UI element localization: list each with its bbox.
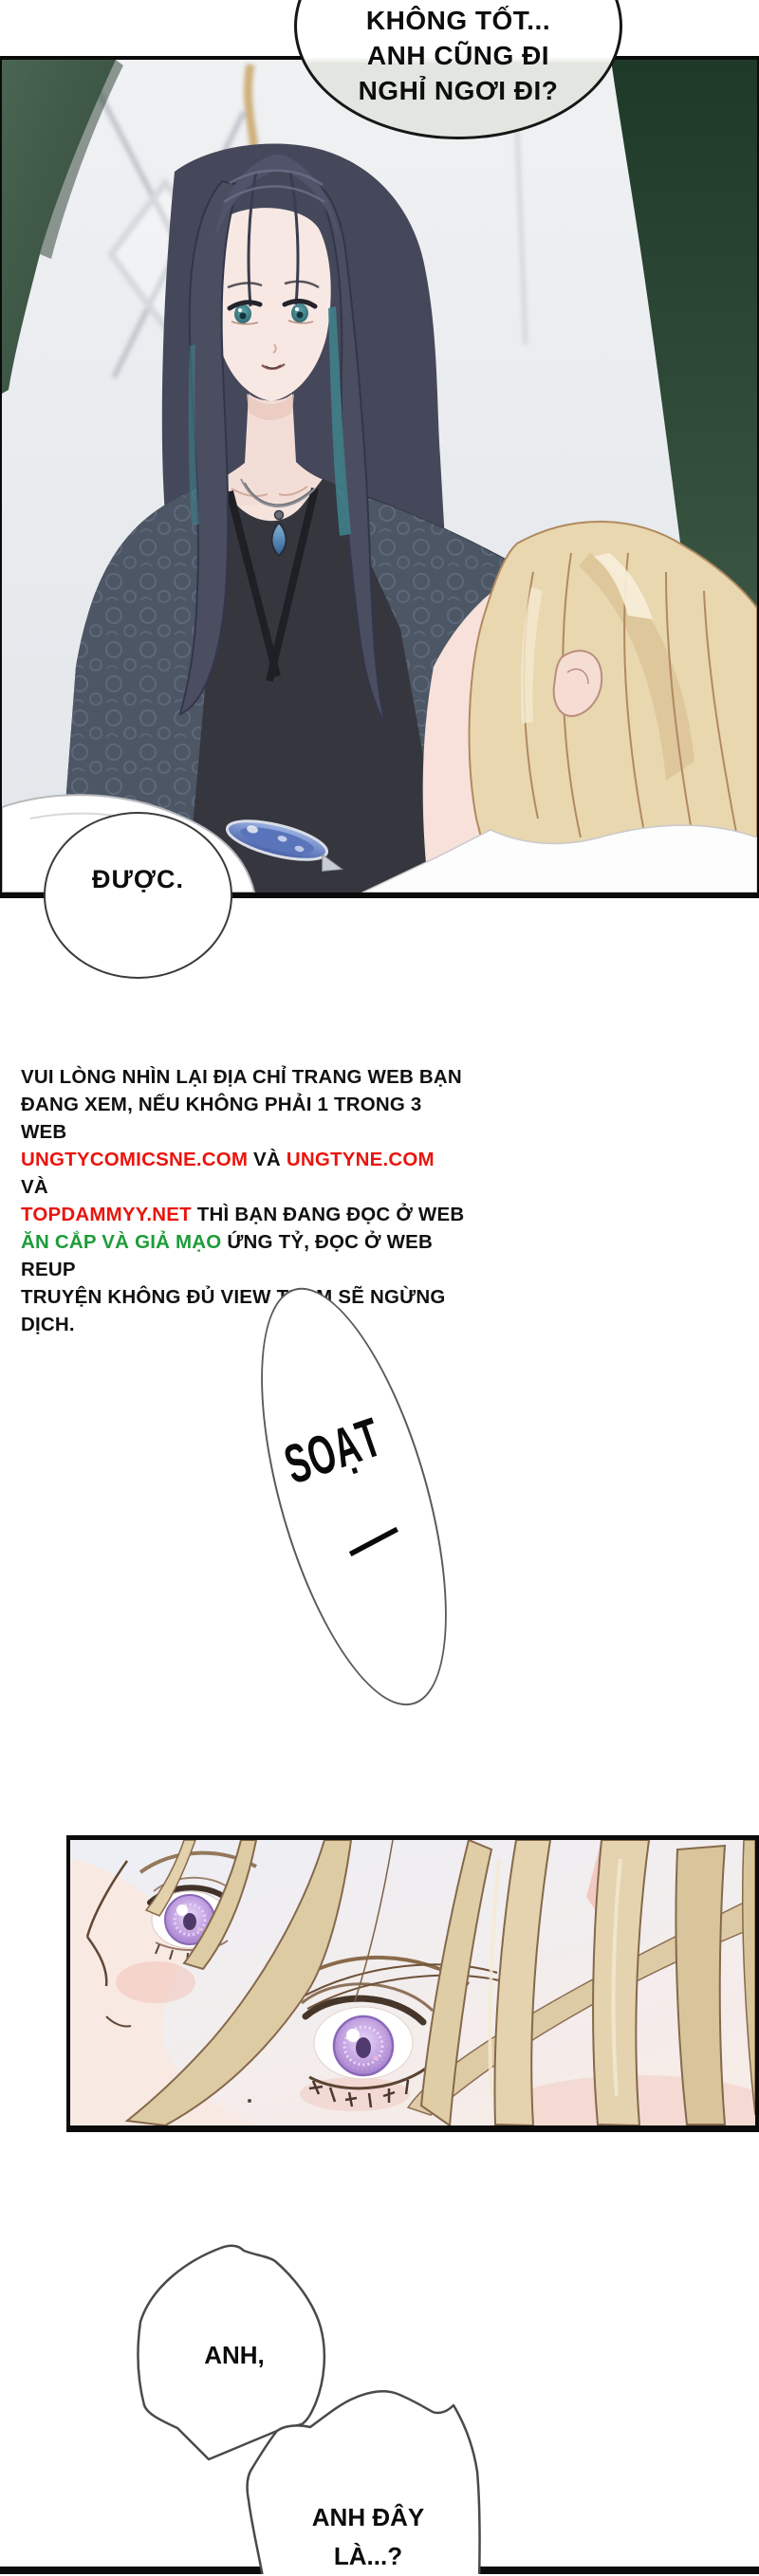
speech-line: NGHỈ NGƠI ĐI? — [358, 76, 559, 105]
note-segment-site: TOPDAMMYY.NET — [21, 1204, 192, 1225]
note-line — [21, 1063, 467, 1091]
note-segment: ỨNG TỶ, ĐỌC Ở WEB REUP — [21, 1231, 434, 1280]
cheek-blush — [116, 1961, 195, 2003]
note-segment: VÀ — [248, 1149, 287, 1170]
thought-bubble-1-text: ANH, — [204, 2341, 265, 2369]
thought-line: LÀ...? — [333, 2542, 403, 2570]
note-segment: THÌ BẠN ĐANG ĐỌC Ở WEB — [191, 1204, 465, 1225]
note-segment: ĐANG XEM, NẾU KHÔNG PHẢI 1 TRONG 3 WEB — [21, 1094, 422, 1143]
panel-bedroom-art — [2, 60, 757, 892]
note-line — [21, 1228, 467, 1283]
thought-bubble-2-text — [273, 2498, 463, 2576]
note-segment: VUI LÒNG NHÌN LẠI ĐỊA CHỈ TRANG WEB BẠN — [21, 1066, 462, 1088]
thought-line: ANH ĐÂY — [311, 2503, 425, 2531]
beauty-mark — [248, 2099, 251, 2103]
speech-bubble-top-text — [297, 3, 620, 108]
note-line — [21, 1283, 467, 1338]
note-line — [21, 1201, 467, 1228]
note-segment: VÀ — [21, 1176, 48, 1198]
speech-line: KHÔNG TỐT... — [365, 6, 551, 35]
note-line — [21, 1146, 467, 1201]
speech-line: ANH CŨNG ĐI — [366, 41, 550, 70]
sfx-dash — [348, 1526, 395, 1551]
translator-note — [21, 1063, 467, 1338]
speech-bubble-reply-text: ĐƯỢC. — [92, 865, 184, 893]
panel-eyes-art — [70, 1840, 755, 2125]
panel-eyes-closeup — [66, 1835, 759, 2132]
panel-bedroom — [0, 56, 759, 898]
speech-bubble-reply — [44, 812, 232, 979]
note-segment-site: UNGTYCOMICSNE.COM — [21, 1149, 249, 1170]
note-line — [21, 1091, 467, 1146]
note-segment: TRUYỆN KHÔNG ĐỦ VIEW TEAM SẼ NGỪNG DỊCH. — [21, 1286, 446, 1335]
sfx-text: SOẠT — [277, 1406, 389, 1497]
note-segment-warning: ĂN CẮP VÀ GIẢ MẠO — [21, 1231, 222, 1253]
note-segment-site: UNGTYNE.COM — [286, 1149, 435, 1170]
